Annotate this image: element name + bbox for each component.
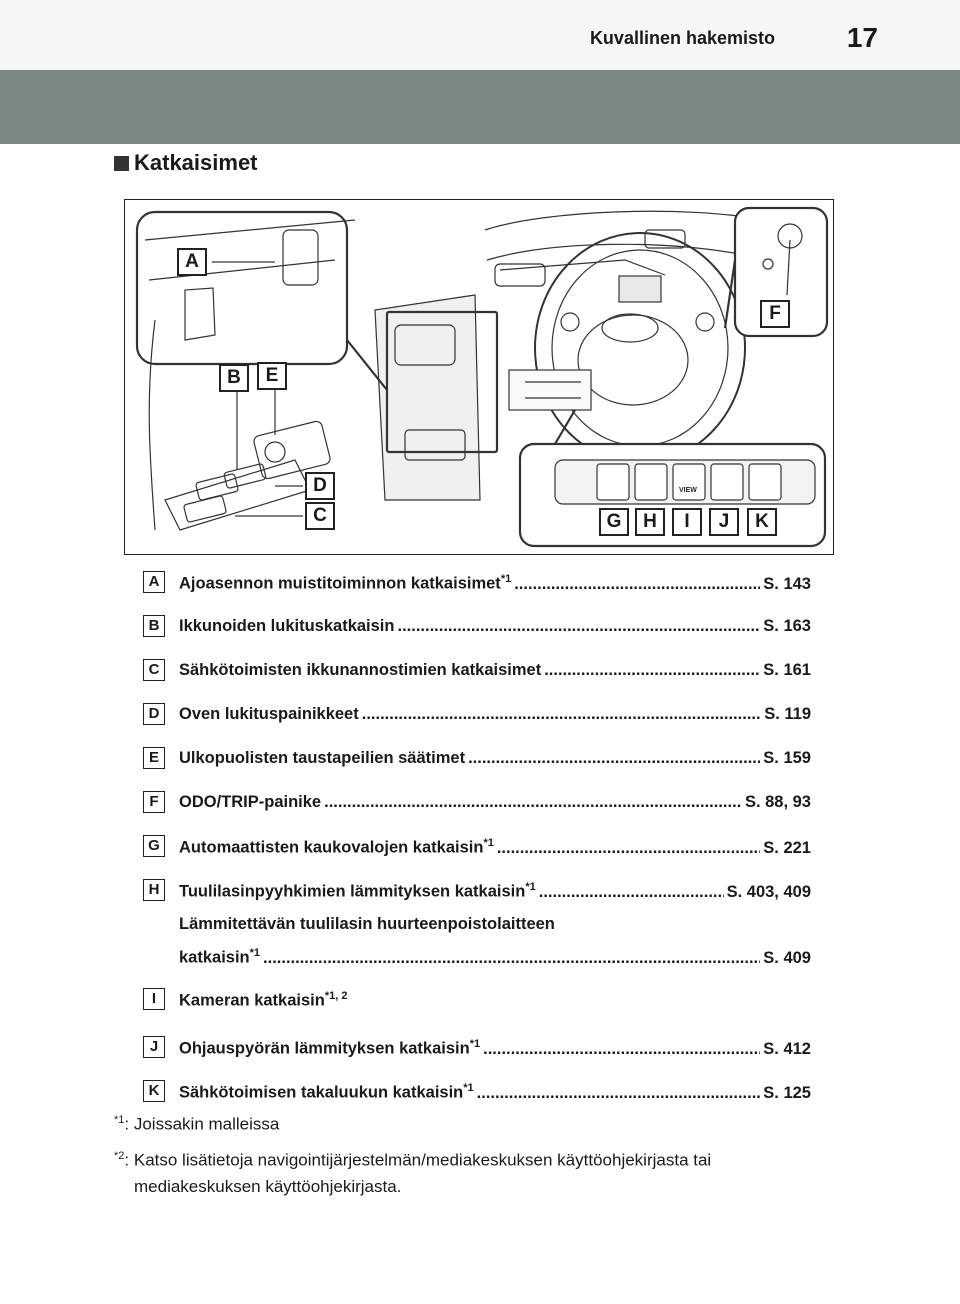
entry-page-ref: S. 159: [763, 749, 811, 767]
header-band: [0, 70, 960, 144]
entry-page-ref: S. 143: [763, 574, 811, 593]
entry-page-ref: S. 88, 93: [744, 793, 811, 811]
callout-i: I: [672, 508, 702, 536]
entry-text: Automaattisten kaukovalojen katkaisin: [179, 838, 484, 857]
entry-footnote-mark: *1: [249, 947, 261, 959]
entry-text-continued: katkaisin: [179, 948, 250, 967]
header-section-title: Kuvallinen hakemisto: [589, 28, 775, 48]
entry-text: Oven lukituspainikkeet: [179, 705, 359, 723]
entry-page-ref: S. 409: [763, 948, 811, 967]
entry-page-ref: S. 125: [763, 1083, 811, 1102]
view-icon-label: VIEW: [679, 487, 697, 494]
entry-letter: F: [143, 791, 165, 813]
entry-text: ODO/TRIP-painike: [179, 793, 322, 811]
entry-page-ref: S. 119: [764, 705, 811, 723]
footnote-mark: *2: [114, 1150, 125, 1162]
entry-text: Sähkötoimisten ikkunannostimien katkaisimet: [179, 661, 542, 679]
callout-b: B: [219, 364, 249, 392]
callout-j: J: [709, 508, 739, 536]
page-header: [0, 0, 960, 70]
entry-footnote-mark: *1: [463, 1082, 474, 1094]
entry-text-continued: Lämmitettävän tuulilasin huurteenpoistolaitteen: [179, 915, 555, 933]
callout-a: A: [177, 248, 207, 276]
footnote-mark: *1: [114, 1114, 125, 1126]
footnote: [114, 1150, 711, 1171]
entry-text: Ikkunoiden lukituskatkaisin: [179, 617, 395, 635]
entry-footnote-mark: *1: [483, 837, 494, 849]
callout-d: D: [305, 472, 335, 500]
entry-letter: C: [143, 659, 165, 681]
entry-text: Ajoasennon muistitoiminnon katkaisimet: [179, 574, 501, 593]
callout-c: C: [305, 502, 335, 530]
page-number: 17: [846, 22, 878, 53]
footnote-continued: mediakeskuksen käyttöohjekirjasta.: [134, 1177, 402, 1196]
entry-letter: A: [143, 571, 165, 593]
entry-footnote-mark: *1: [525, 881, 536, 893]
section-square-icon: [114, 156, 129, 171]
footnote-text: : Joissakin malleissa: [124, 1114, 280, 1134]
entry-footnote-mark: *1, 2: [324, 990, 348, 1002]
callout-k: K: [747, 508, 777, 536]
callout-g: G: [599, 508, 629, 536]
entry-page-ref: S. 221: [763, 838, 811, 857]
entry-footnote-mark: *1: [500, 573, 512, 585]
entry-letter: K: [143, 1080, 165, 1102]
entry-text: Sähkötoimisen takaluukun katkaisin: [179, 1083, 464, 1102]
entry-text: Kameran katkaisin: [179, 991, 325, 1010]
footnote: [114, 1114, 279, 1135]
entry-letter: H: [143, 879, 165, 901]
entry-letter: G: [143, 835, 165, 857]
switches-illustration: [124, 199, 834, 555]
entry-text: Ulkopuolisten taustapeilien säätimet: [179, 749, 466, 767]
entry-footnote-mark: *1: [469, 1038, 481, 1050]
entry-letter: D: [143, 703, 165, 725]
section-title-text: Katkaisimet: [134, 150, 258, 175]
entry-page-ref: S. 161: [763, 661, 811, 679]
section-title: [114, 150, 258, 176]
entry-text: Ohjauspyörän lämmityksen katkaisin: [179, 1039, 470, 1058]
callout-f: F: [760, 300, 790, 328]
entry-letter: J: [143, 1036, 165, 1058]
entry-letter: B: [143, 615, 165, 637]
callout-e: E: [257, 362, 287, 390]
entry-letter: E: [143, 747, 165, 769]
entry-page-ref: S. 163: [763, 617, 811, 635]
footnote-text: : Katso lisätietoja navigointijärjestelmän/mediakeskuksen käyttöohjekirjasta tai: [124, 1150, 712, 1170]
callout-h: H: [635, 508, 665, 536]
entry-page-ref: S. 412: [763, 1039, 811, 1058]
entry-letter: I: [143, 988, 165, 1010]
entry-text: Tuulilasinpyyhkimien lämmityksen katkaisin: [179, 882, 526, 901]
entry-page-ref: S. 403, 409: [726, 882, 811, 901]
